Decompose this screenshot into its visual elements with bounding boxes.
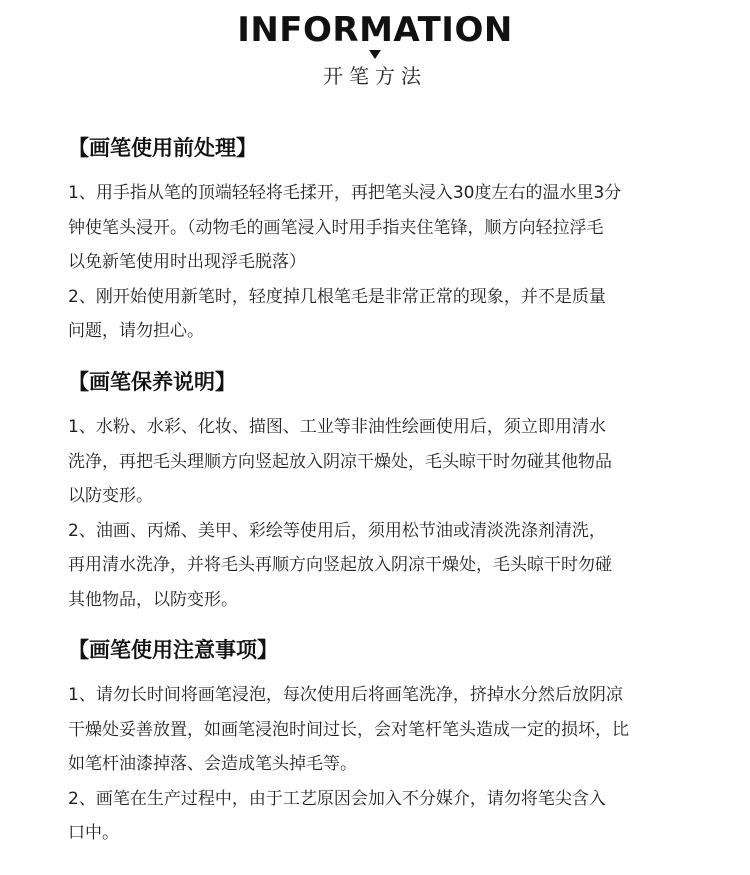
section-heading: 【画笔使用注意事项】 — [68, 638, 278, 662]
page-title: INFORMATION — [237, 10, 513, 50]
text-line: 洗净，再把毛头理顺方向竖起放入阴凉干燥处，毛头晾干时勿碰其他物品 — [68, 451, 612, 472]
text-line: 2、油画、丙烯、美甲、彩绘等使用后，须用松节油或清淡洗涤剂清洗， — [68, 520, 606, 541]
section-heading: 【画笔保养说明】 — [68, 370, 236, 394]
text-line: 干燥处妥善放置，如画笔浸泡时间过长，会对笔杆笔头造成一定的损坏，比 — [68, 719, 629, 740]
text-line: 1、水粉、水彩、化妆、描图、工业等非油性绘画使用后，须立即用清水 — [68, 417, 606, 437]
text-line: 钟使笔头浸开。（动物毛的画笔浸入时用手指夹住笔锋，顺方向轻拉浮毛 — [68, 217, 604, 238]
paragraph — [68, 782, 693, 851]
text-line: 1、用手指从笔的顶端轻轻将毛揉开，再把笔头浸入30度左右的温水里3分 — [68, 183, 622, 203]
text-line: 如笔杆油漆掉落、会造成笔头掉毛等。 — [68, 754, 357, 774]
text-line: 2、画笔在生产过程中，由于工艺原因会加入不分媒介，请勿将笔尖含入 — [68, 788, 606, 809]
paragraph — [68, 176, 693, 280]
section-maintenance — [68, 368, 693, 617]
paragraph — [68, 678, 693, 782]
paragraph — [68, 280, 693, 349]
paragraph — [68, 514, 693, 618]
text-line: 以防变形。 — [68, 486, 153, 506]
triangle-down-icon — [369, 50, 381, 59]
text-line: 2、刚开始使用新笔时，轻度掉几根笔毛是非常正常的现象，并不是质量 — [68, 286, 606, 307]
text-line: 再用清水洗净，并将毛头再顺方向竖起放入阴凉干燥处，毛头晾干时勿碰 — [68, 555, 612, 575]
section-heading: 【画笔使用前处理】 — [68, 136, 257, 160]
section-precautions — [68, 636, 693, 851]
page-subtitle: 开笔方法 — [323, 64, 427, 88]
text-line: 口中。 — [68, 823, 119, 843]
text-line: 问题，请勿担心。 — [68, 321, 204, 341]
paragraph — [68, 410, 693, 514]
text-line: 以免新笔使用时出现浮毛脱落） — [68, 252, 306, 272]
section-before-use — [68, 134, 693, 349]
text-line: 其他物品，以防变形。 — [68, 589, 238, 610]
text-line: 1、请勿长时间将画笔浸泡，每次使用后将画笔洗净，挤掉水分然后放阴凉 — [68, 685, 623, 705]
